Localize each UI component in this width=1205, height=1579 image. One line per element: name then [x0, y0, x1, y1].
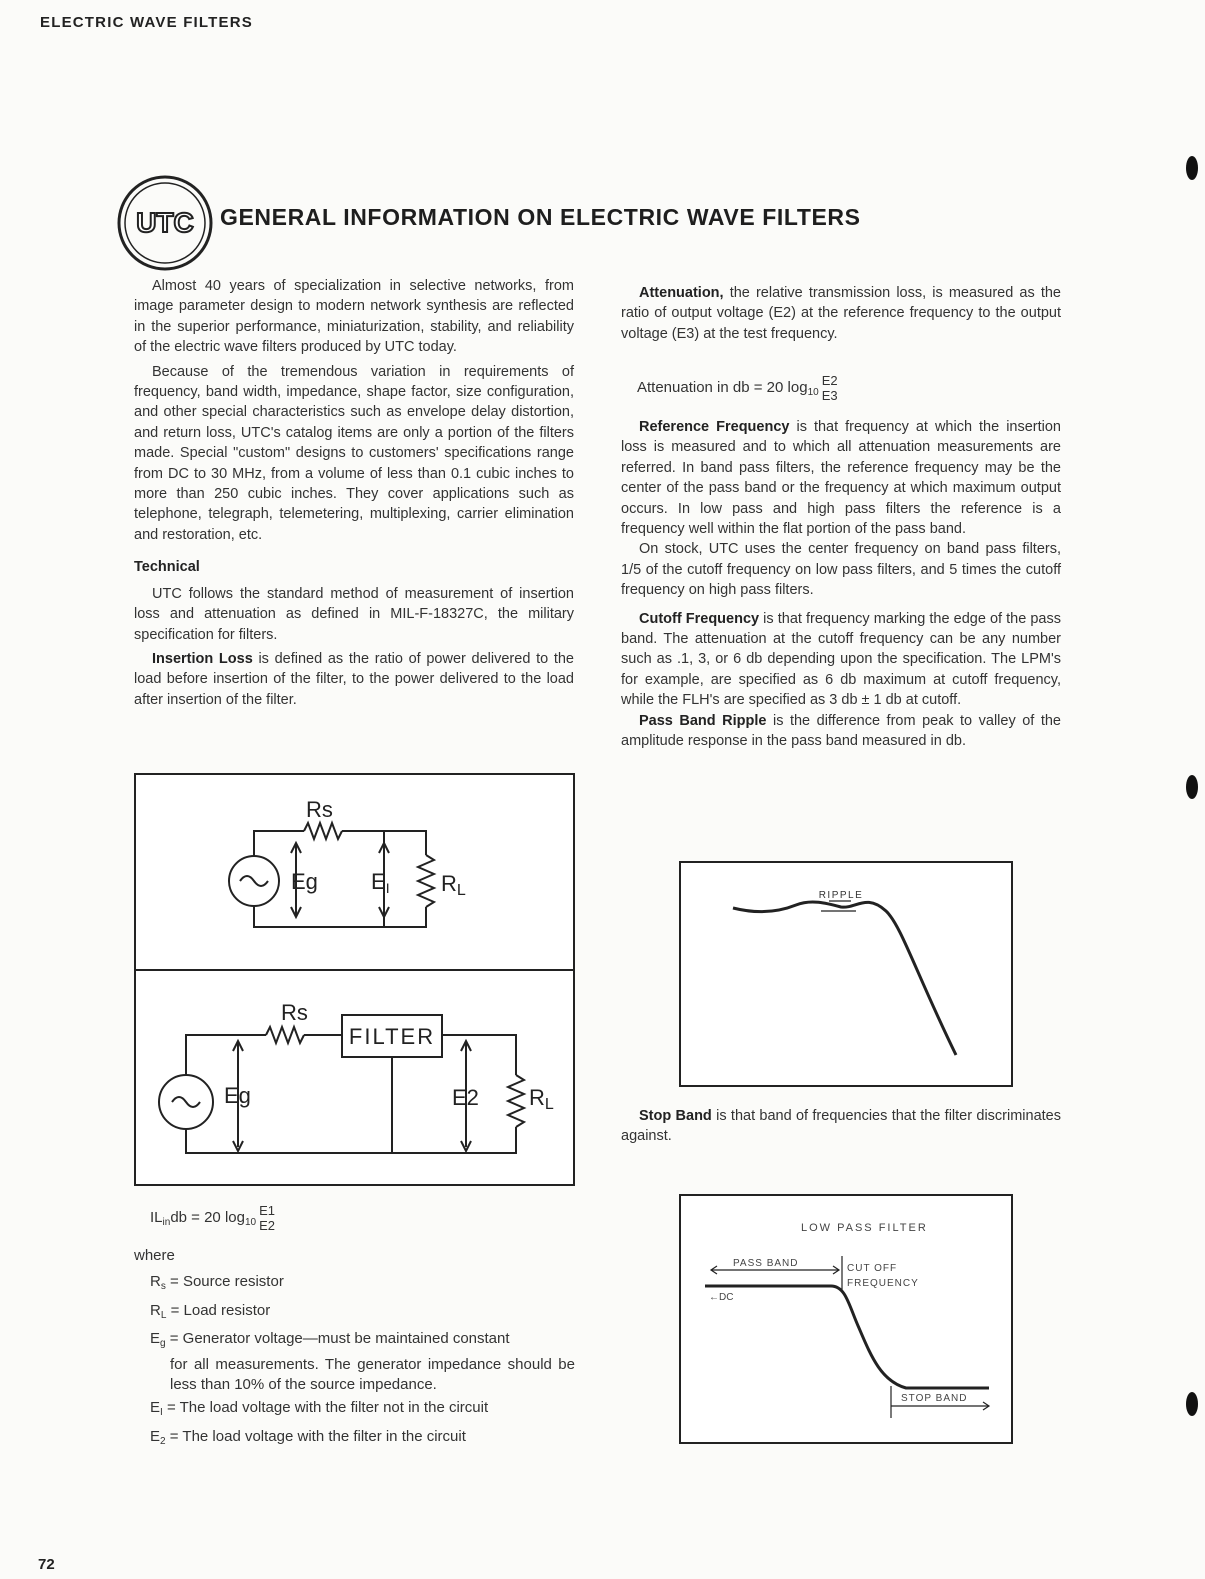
def-eg-sym: E	[150, 1330, 161, 1347]
circuit-diagram-svg	[136, 775, 573, 1184]
def-e2-sym: E	[150, 1428, 161, 1445]
reference-frequency-paragraph	[621, 417, 1061, 539]
rl-label-2	[529, 1085, 554, 1113]
ripple-text: is the difference from peak to valley of the amplitude response in the pass band measured in db.	[621, 712, 1061, 750]
rl-label-sub: L	[456, 882, 466, 899]
def-rl-sub: L	[160, 1310, 167, 1321]
definition-e2	[150, 1427, 575, 1453]
def-e1-sym: E	[150, 1399, 161, 1416]
technical-heading: Technical	[134, 559, 200, 576]
rs-resistor-2	[266, 1027, 304, 1043]
binder-hole-middle	[1186, 775, 1198, 799]
definition-rs	[150, 1272, 575, 1298]
def-rs-text: = Source resistor	[170, 1273, 284, 1290]
intro-paragraph: Almost 40 years of specialization in selective networks, from image parameter design to modern network synthesis are reflected in the superior performance, miniaturization, stability, and reliability of the electric wave filters produced by UTC today.	[134, 278, 574, 356]
filter-circuit	[159, 1015, 524, 1153]
def-e1-sub: I	[160, 1407, 163, 1418]
insertion-loss-formula	[150, 1203, 275, 1233]
def-rs-sym: R	[150, 1273, 161, 1290]
binder-hole-top	[1186, 156, 1198, 180]
stop-band-label: STOP BAND	[901, 1393, 968, 1404]
def-e2-sub: 2	[160, 1436, 166, 1447]
filter-label: FILTER	[348, 1024, 436, 1049]
rl-resistor	[418, 855, 434, 907]
cutoff-label-2: FREQUENCY	[847, 1278, 919, 1289]
stop-band-text: is that band of frequencies that the filter discriminates against.	[621, 1108, 1061, 1145]
ripple-label: RIPPLE	[818, 890, 864, 901]
attenuation-text: the relative transmission loss, is measured as the ratio of output voltage (E2) at the reference frequency to the output voltage (E3) at the test frequency.	[621, 285, 1061, 342]
e1-label-main: E	[371, 869, 386, 894]
cutoff-paragraph	[621, 609, 1061, 711]
il-numerator: E1	[259, 1203, 275, 1218]
direct-circuit	[229, 823, 434, 927]
low-pass-diagram-svg	[681, 1196, 1011, 1442]
dc-label: ←DC	[709, 1292, 734, 1303]
variation-paragraph: Because of the tremendous variation in requirements of frequency, band width, impedance, shape factor, size configuration, and other special characteristics such as envelope delay distortion, and return loss, UTC's catalog items are only a portion of the filters made. Special "custom" designs to customers' specifications range from DC to 30 MHz, from a volume of less than 0.1 cubic inches to more than 250 cubic inches. They cover applications such as telephone, telegraph, telemetering, multiplexing, carrier elimination and restoration, etc.	[134, 363, 574, 543]
e2-label: E2	[452, 1085, 479, 1110]
logo-text: UTC	[136, 207, 194, 238]
rs-resistor	[304, 823, 342, 839]
def-eg-sub: g	[160, 1338, 166, 1349]
e1-label-sub: I	[385, 880, 390, 896]
ripple-paragraph	[621, 711, 1061, 752]
definition-rl	[150, 1301, 575, 1327]
utc-logo	[116, 174, 214, 272]
rl-label-2-sub: L	[544, 1096, 554, 1113]
wire-top-right-2	[442, 1035, 516, 1075]
e1-label	[371, 869, 390, 896]
low-pass-response-curve	[705, 1286, 989, 1388]
cutoff-text: is that frequency marking the edge of the pass band. The attenuation at the cutoff frequency can be any number such as .1, 3, or 6 db depending upon the specification. The LPM's for example, are specified as 6 db maximum at cutoff frequency, while the FLH's are specified as 3 db ± 1 db at cutoff.	[621, 610, 1061, 709]
il-lhs-rest: db = 20 log	[170, 1208, 245, 1226]
low-pass-title: LOW PASS FILTER	[801, 1222, 928, 1234]
cutoff-term: Cutoff Frequency	[639, 610, 760, 627]
def-rs-sub: s	[160, 1281, 166, 1292]
def-e2-text: = The load voltage with the filter in the circuit	[169, 1428, 466, 1445]
definition-eg	[150, 1329, 575, 1396]
ripple-diagram-svg	[681, 863, 1011, 1085]
il-log-base: 10	[244, 1216, 257, 1228]
stock-paragraph: On stock, UTC uses the center frequency on band pass filters, 1/5 of the cutoff frequency on low pass filters, and 5 times the cutoff frequency on high pass filters.	[621, 541, 1061, 599]
rs-label: Rs	[306, 797, 333, 822]
att-numerator: E2	[821, 373, 838, 388]
il-denominator: E2	[259, 1218, 275, 1233]
rl-label-2-main: R	[529, 1085, 545, 1110]
def-eg-continuation: for all measurements. The generator impedance should be less than 10% of the source impedance.	[170, 1355, 575, 1393]
eg-label: Eg	[291, 869, 318, 894]
stop-band-paragraph	[621, 1106, 1061, 1147]
sine-icon-2	[172, 1097, 200, 1107]
pass-band-label: PASS BAND	[733, 1258, 799, 1269]
att-lhs: Attenuation in db = 20 log	[637, 378, 808, 396]
att-log-base: 10	[807, 386, 819, 398]
binder-hole-bottom	[1186, 1392, 1198, 1416]
rs-label-2: Rs	[281, 1000, 308, 1025]
page-title: GENERAL INFORMATION ON ELECTRIC WAVE FILTERS	[220, 204, 861, 230]
reference-frequency-text: is that frequency at which the insertion loss is measured and to which all attenuation measurements are referred. In band pass filters, the reference frequency may be the center of the pass band or the frequency at which maximum output occurs. In low pass and high pass filters the reference is a frequency well within the flat portion of the pass band.	[621, 419, 1061, 538]
stop-band-term: Stop Band	[639, 1108, 712, 1124]
definition-e1	[150, 1398, 575, 1424]
reference-frequency-term: Reference Frequency	[639, 419, 790, 435]
where-label: where	[134, 1247, 175, 1264]
ripple-response-curve	[733, 902, 956, 1055]
ripple-diagram	[679, 861, 1013, 1087]
cutoff-label-1: CUT OFF	[847, 1263, 898, 1274]
attenuation-formula	[637, 373, 838, 403]
insertion-loss-text: is defined as the ratio of power delivered to the load before insertion of the filter, to the power delivered to the load after insertion of the filter.	[134, 650, 574, 708]
attenuation-term: Attenuation,	[639, 285, 724, 301]
sine-icon	[240, 876, 268, 886]
right-column-body	[621, 417, 1061, 752]
ripple-term: Pass Band Ripple	[639, 712, 767, 729]
rl-label-main: R	[441, 871, 457, 896]
att-fraction	[822, 373, 838, 403]
running-head: ELECTRIC WAVE FILTERS	[40, 14, 253, 31]
def-rl-sym: R	[150, 1302, 161, 1319]
rl-label	[441, 871, 466, 899]
il-lhs-sub: in	[162, 1216, 171, 1228]
il-lhs: IL	[150, 1208, 163, 1226]
rl-resistor-2	[508, 1075, 524, 1127]
standard-paragraph: UTC follows the standard method of measurement of insertion loss and attenuation as defined in MIL-F-18327C, the military specification for filters.	[134, 585, 574, 643]
attenuation-paragraph	[621, 283, 1061, 344]
circuit-diagram	[134, 773, 575, 1186]
insertion-loss-term: Insertion Loss	[152, 650, 253, 667]
def-rl-text: = Load resistor	[170, 1302, 271, 1319]
page-number: 72	[38, 1556, 55, 1573]
il-fraction	[259, 1203, 275, 1233]
eg-label-2: Eg	[224, 1083, 251, 1108]
wire-top-left-2	[186, 1035, 266, 1075]
def-e1-text: = The load voltage with the filter not in the circuit	[166, 1399, 489, 1416]
wire-bottom	[254, 906, 426, 927]
att-denominator: E3	[821, 388, 838, 403]
low-pass-diagram	[679, 1194, 1013, 1444]
insertion-loss-paragraph	[134, 649, 574, 710]
def-eg-text: = Generator voltage—must be maintained constant	[169, 1330, 510, 1347]
left-column	[134, 276, 574, 710]
